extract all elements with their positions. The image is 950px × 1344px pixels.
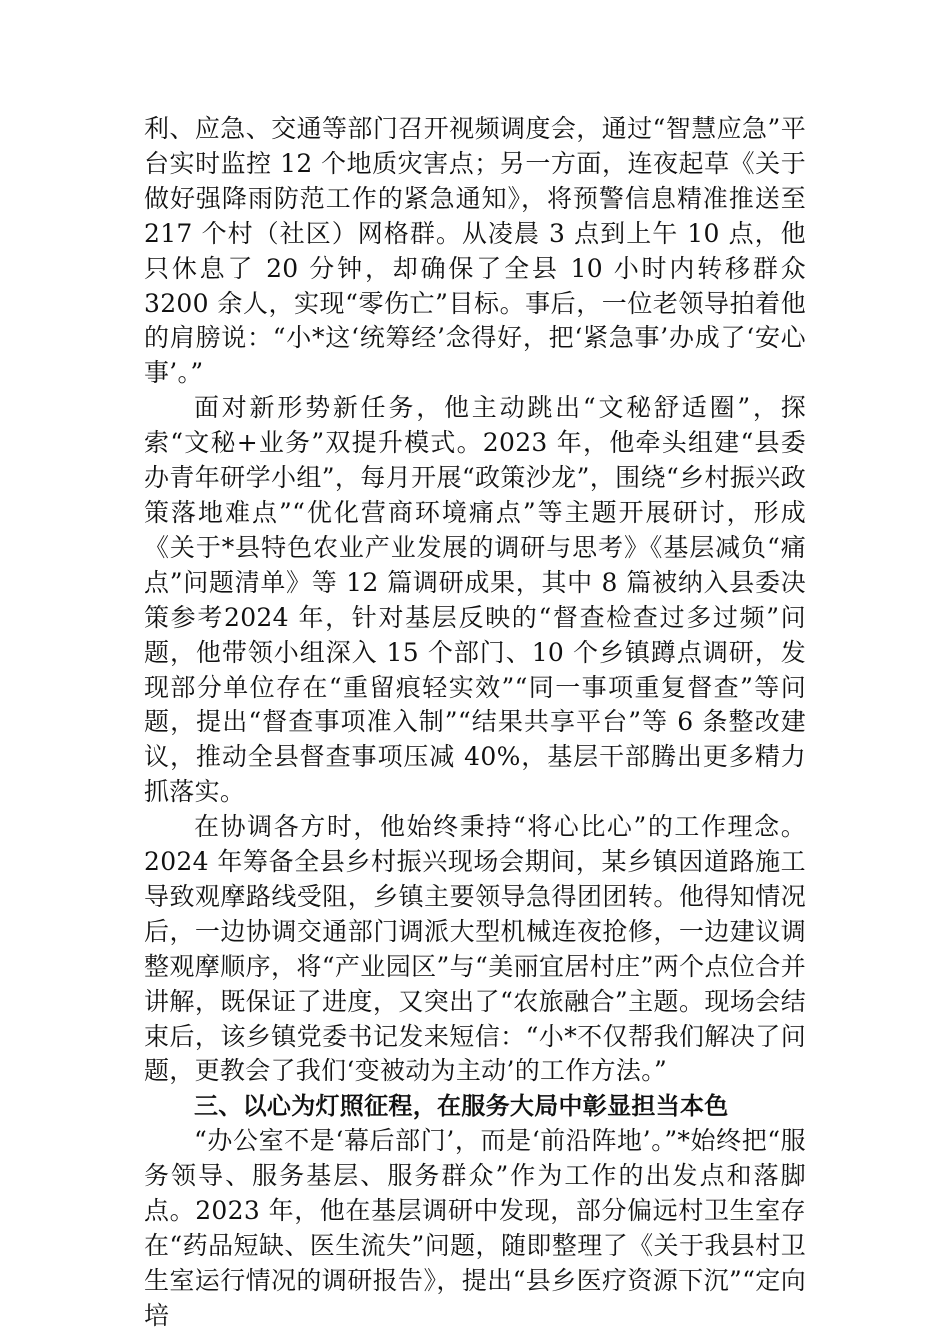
paragraph-coordination: 在协调各方时，他始终秉持“将心比心”的工作理念。2024 年筹备全县乡村振兴现场会期间，某乡镇因道路施工导致观摩路线受阻，乡镇主要领导急得团团转。他得知情况后，一边协调交通部门调派大型机械连夜抢修，一边建议调整观摩顺序，将“产业园区”与“美丽宜居村庄”两个点位合并讲解，既保证了进度，又突出了“农旅融合”主题。现场会结束后，该乡镇党委书记发来短信：“小*不仅帮我们解决了问题，更教会了我们‘变被动为主动’的工作方法。” bbox=[144, 812, 806, 1086]
paragraph-service: “办公室不是‘幕后部门’，而是‘前沿阵地’。”*始终把“服务领导、服务基层、服务群众”作为工作的出发点和落脚点。2023 年，他在基层调研中发现，部分偏远村卫生室存在“药品短缺、医生流失”问题，随即整理了《关于我县村卫生室运行情况的调研报告》，提出“县乡医疗资源下沉”“定向培 bbox=[144, 1126, 806, 1330]
document-page bbox=[144, 112, 806, 1334]
paragraph-research-group: 面对新形势新任务，他主动跳出“文秘舒适圈”，探索“文秘+业务”双提升模式。2023 年，他牵头组建“县委办青年研学小组”，每月开展“政策沙龙”，围绕“乡村振兴政策落地难点”“优化营商环境痛点”等主题开展研讨，形成《关于*县特色农业产业发展的调研与思考》《基层减负“痛点”问题清单》等 12 篇调研成果，其中 8 篇被纳入县委决策参考2024 年，针对基层反映的“督查检查过多过频”问题，他带领小组深入 15 个部门、10 个乡镇蹲点调研，发现部分单位存在“重留痕轻实效”“同一事项重复督查”等问题，提出“督查事项准入制”“结果共享平台”等 6 条整改建议，推动全县督查事项压减 40%，基层干部腾出更多精力抓落实。 bbox=[144, 393, 806, 807]
paragraph-flood-response: 利、应急、交通等部门召开视频调度会，通过“智慧应急”平台实时监控 12 个地质灾害点；另一方面，连夜起草《关于做好强降雨防范工作的紧急通知》，将预警信息精准推送至 217 个村（社区）网格群。从凌晨 3 点到上午 10 点，他只休息了 20 分钟，却确保了全县 10 小时内转移群众 3200 余人，实现“零伤亡”目标。事后，一位老领导拍着他的肩膀说：“小*这‘统筹经’念得好，把‘紧急事’办成了‘安心事’。” bbox=[144, 114, 806, 388]
section-heading: 三、以心为灯照征程，在服务大局中彰显担当本色 bbox=[194, 1092, 729, 1121]
